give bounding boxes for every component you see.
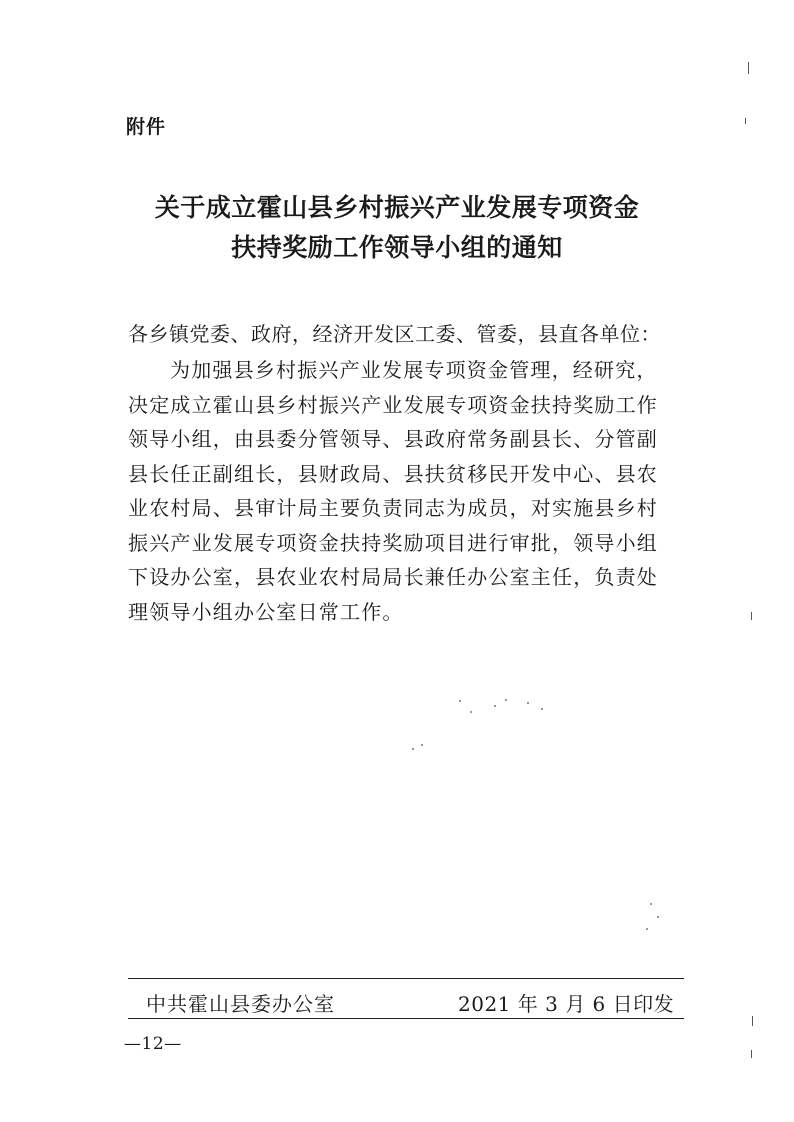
document-title-line-1: 关于成立霍山县乡村振兴产业发展专项资金 — [154, 193, 640, 222]
body-line: 县长任正副组长，县财政局、县扶贫移民开发中心、县农 — [128, 461, 658, 486]
body-line: 领导小组，由县委分管领导、县政府常务副县长、分管副 — [128, 427, 658, 451]
scan-speck — [541, 708, 543, 710]
scan-speck — [657, 916, 659, 918]
scan-edge-mark — [752, 1016, 753, 1026]
scan-speck — [646, 928, 648, 930]
scan-speck — [412, 748, 414, 750]
scan-speck — [470, 711, 472, 713]
issue-date: 2021 年 3 月 6 日印发 — [458, 992, 675, 1016]
body-line: 下设办公室，县农业农村局局长兼任办公室主任，负责处 — [128, 565, 658, 589]
issuing-office: 中共霍山县委办公室 — [146, 992, 335, 1016]
scan-speck — [459, 700, 461, 702]
body-line: 理领导小组办公室日常工作。 — [128, 599, 404, 624]
attachment-label: 附件 — [126, 116, 167, 138]
document-title — [100, 188, 694, 268]
body-paragraph — [128, 353, 688, 629]
document-title-line-2: 扶持奖励工作领导小组的通知 — [231, 233, 563, 262]
body-line: 振兴产业发展专项资金扶持奖励项目进行审批，领导小组 — [128, 530, 658, 555]
scan-edge-mark — [748, 62, 749, 74]
salutation: 各乡镇党委、政府，经济开发区工委、管委，县直各单位： — [128, 322, 661, 346]
scan-speck — [505, 699, 507, 701]
body-line: 决定成立霍山县乡村振兴产业发展专项资金扶持奖励工作 — [128, 392, 658, 417]
scan-edge-mark — [751, 612, 752, 620]
scan-speck — [527, 702, 529, 704]
scan-edge-mark — [745, 118, 746, 124]
body-line: 为加强县乡村振兴产业发展专项资金管理，经研究， — [170, 358, 658, 382]
scan-speck — [494, 705, 496, 707]
body-line: 业农村局、县审计局主要负责同志为成员，对实施县乡村 — [128, 496, 658, 520]
scan-edge-mark — [751, 1050, 752, 1058]
scan-speck — [421, 744, 423, 746]
scan-speck — [650, 903, 652, 905]
footer-top-rule — [128, 978, 684, 979]
page-number: —12— — [124, 1034, 182, 1054]
footer-bottom-rule — [128, 1018, 684, 1019]
